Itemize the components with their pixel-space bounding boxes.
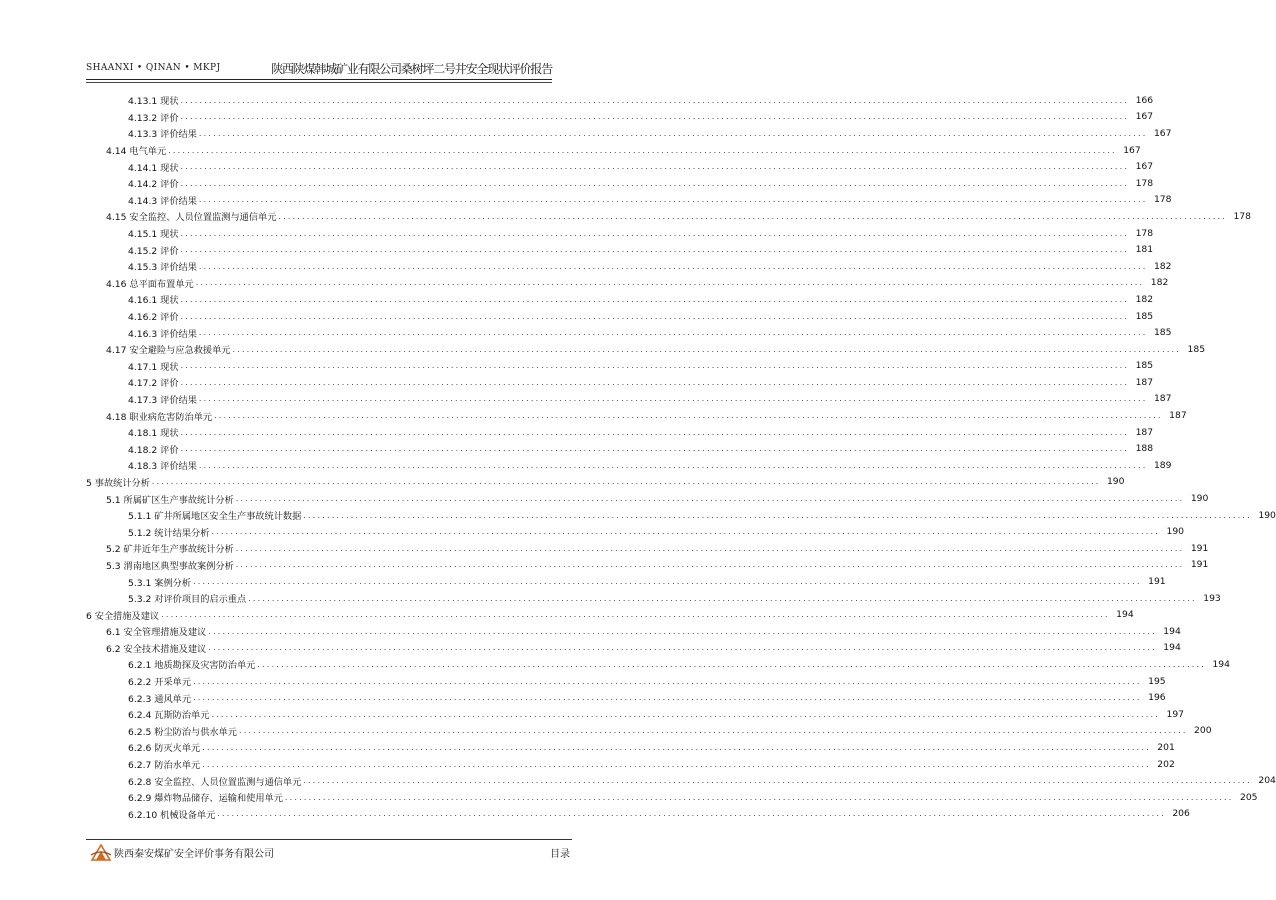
toc-dot-leader: ........................................................................................................................................................................................................ [180, 228, 1130, 238]
toc-entry-label: 5.3 渭南地区典型事故案例分析 [106, 560, 234, 572]
toc-entry[interactable] [86, 756, 1175, 773]
footer-company-name: 陕西秦安煤矿安全评价事务有限公司 [114, 849, 274, 860]
toc-dot-leader: ........................................................................................................................................................................................................ [257, 659, 1206, 669]
toc-dot-leader: ........................................................................................................................................................................................................ [232, 344, 1182, 354]
toc-entry[interactable] [86, 391, 1172, 408]
toc-entry[interactable] [86, 806, 1190, 823]
toc-dot-leader: ........................................................................................................................................................................................................ [303, 776, 1252, 786]
toc-dot-leader: ........................................................................................................................................................................................................ [202, 742, 1151, 752]
toc-entry-label: 4.13.1 现状 [128, 96, 179, 108]
toc-dot-leader: ........................................................................................................................................................................................................ [248, 593, 1197, 603]
toc-page-number: 190 [1106, 476, 1125, 488]
toc-page-number: 190 [1190, 493, 1209, 505]
page-footer [86, 841, 572, 863]
toc-entry-label: 4.13.3 评价结果 [128, 129, 197, 141]
toc-dot-leader: ........................................................................................................................................................................................................ [217, 809, 1166, 819]
toc-entry[interactable] [86, 557, 1209, 574]
toc-dot-leader: ........................................................................................................................................................................................................ [180, 178, 1130, 188]
toc-dot-leader: ........................................................................................................................................................................................................ [168, 145, 1117, 155]
toc-entry-label: 4.18 职业病危害防治单元 [106, 411, 213, 423]
toc-page-number: 178 [1135, 227, 1154, 239]
toc-entry[interactable] [86, 474, 1125, 491]
toc-entry[interactable] [86, 623, 1181, 640]
toc-entry-label: 4.18.1 现状 [128, 428, 179, 440]
toc-entry[interactable] [86, 772, 1276, 789]
toc-page-number: 187 [1135, 426, 1154, 438]
page-header [86, 58, 552, 78]
toc-dot-leader: ........................................................................................................................................................................................................ [198, 328, 1148, 338]
toc-page-number: 188 [1135, 443, 1154, 455]
toc-page-number: 194 [1163, 625, 1181, 637]
toc-entry[interactable] [86, 308, 1154, 325]
toc-dot-leader: ........................................................................................................................................................................................................ [180, 245, 1130, 255]
toc-entry[interactable] [86, 258, 1172, 275]
toc-page-number: 193 [1203, 592, 1221, 604]
toc-entry[interactable] [86, 324, 1172, 341]
toc-page-number: 166 [1135, 94, 1154, 106]
toc-page-number: 178 [1153, 194, 1172, 206]
toc-page-number: 191 [1148, 576, 1166, 588]
toc-dot-leader: ........................................................................................................................................................................................................ [278, 211, 1227, 221]
toc-entry-label: 4.16 总平面布置单元 [106, 278, 194, 290]
toc-dot-leader: ........................................................................................................................................................................................................ [180, 311, 1130, 321]
toc-dot-leader: ........................................................................................................................................................................................................ [284, 792, 1234, 802]
toc-page-number: 187 [1135, 376, 1154, 388]
toc-page-number: 196 [1148, 692, 1166, 704]
toc-page-number: 167 [1135, 111, 1154, 123]
toc-page-number: 185 [1135, 360, 1154, 372]
toc-entry[interactable] [86, 706, 1185, 723]
toc-page-number: 191 [1190, 559, 1209, 571]
toc-entry-label: 6.2.8 安全监控、人员位置监测与通信单元 [128, 776, 302, 788]
toc-page-number: 187 [1153, 393, 1172, 405]
toc-page-number: 182 [1135, 293, 1154, 305]
toc-page-number: 167 [1153, 127, 1172, 139]
toc-entry[interactable] [86, 109, 1154, 126]
toc-dot-leader: ........................................................................................................................................................................................................ [235, 543, 1185, 553]
toc-page-number: 190 [1258, 509, 1276, 521]
toc-dot-leader: ........................................................................................................................................................................................................ [180, 444, 1130, 454]
toc-entry[interactable] [86, 341, 1206, 358]
toc-dot-leader: ........................................................................................................................................................................................................ [202, 759, 1151, 769]
toc-page-number: 167 [1135, 161, 1154, 173]
toc-page-number: 195 [1148, 675, 1166, 687]
toc-entry-label: 4.15 安全监控、人员位置监测与通信单元 [106, 212, 277, 224]
toc-entry[interactable] [86, 573, 1166, 590]
toc-entry-label: 4.14.1 现状 [128, 162, 179, 174]
toc-entry-label: 4.17.3 评价结果 [128, 394, 197, 406]
toc-entry-label: 4.16.2 评价 [128, 312, 179, 324]
toc-dot-leader: ........................................................................................................................................................................................................ [198, 195, 1148, 205]
toc-dot-leader: ........................................................................................................................................................................................................ [180, 112, 1130, 122]
toc-page-number: 185 [1187, 343, 1206, 355]
toc-entry[interactable] [86, 507, 1276, 524]
toc-entry[interactable] [86, 590, 1221, 607]
toc-entry[interactable] [86, 673, 1166, 690]
toc-entry[interactable] [86, 523, 1185, 540]
toc-entry-label: 4.14.2 评价 [128, 179, 179, 191]
toc-entry-label: 5.3.1 案例分析 [128, 577, 192, 589]
toc-dot-leader: ........................................................................................................................................................................................................ [208, 626, 1157, 636]
toc-entry-label: 4.15.1 现状 [128, 229, 179, 241]
toc-entry-label: 6.2.7 防治水单元 [128, 760, 201, 772]
toc-dot-leader: ........................................................................................................................................................................................................ [180, 361, 1130, 371]
toc-entry[interactable] [86, 92, 1154, 109]
toc-entry[interactable] [86, 606, 1134, 623]
toc-page-number: 167 [1123, 144, 1141, 156]
toc-entry-label: 4.18.3 评价结果 [128, 461, 197, 473]
toc-entry[interactable] [86, 689, 1166, 706]
toc-entry[interactable] [86, 640, 1181, 657]
toc-entry[interactable] [86, 424, 1154, 441]
toc-page-number: 201 [1157, 741, 1175, 753]
header-rule-thin [86, 82, 552, 83]
toc-dot-leader: ........................................................................................................................................................................................................ [180, 294, 1130, 304]
toc-dot-leader: ........................................................................................................................................................................................................ [180, 427, 1130, 437]
toc-page-number: 194 [1163, 642, 1181, 654]
toc-dot-leader: ........................................................................................................................................................................................................ [198, 128, 1148, 138]
toc-page-number: 185 [1153, 327, 1172, 339]
toc-entry[interactable] [86, 656, 1230, 673]
toc-entry[interactable] [86, 374, 1154, 391]
toc-page-number: 205 [1239, 791, 1258, 803]
toc-entry[interactable] [86, 125, 1172, 142]
toc-dot-leader: ........................................................................................................................................................................................................ [198, 460, 1148, 470]
toc-dot-leader: ........................................................................................................................................................................................................ [180, 95, 1130, 105]
toc-entry-label: 6.1 安全管理措施及建议 [106, 627, 207, 639]
toc-page-number: 202 [1157, 758, 1175, 770]
toc-page-number: 194 [1212, 658, 1230, 670]
toc-page-number: 190 [1166, 526, 1185, 538]
toc-dot-leader: ........................................................................................................................................................................................................ [239, 726, 1188, 736]
toc-page-number: 178 [1233, 210, 1251, 222]
toc-entry[interactable] [86, 789, 1258, 806]
toc-entry[interactable] [86, 142, 1141, 159]
footer-rule [86, 839, 572, 840]
company-logo-icon [90, 843, 112, 861]
toc-entry-label: 4.17 安全避险与应急救援单元 [106, 345, 231, 357]
toc-entry-label: 4.18.2 评价 [128, 444, 179, 456]
footer-section-label: 目录 [550, 849, 570, 860]
toc-dot-leader: ........................................................................................................................................................................................................ [303, 510, 1252, 520]
header-report-title: 陕西陕煤韩城矿业有限公司桑树坪二号井安全现状评价报告 [271, 62, 552, 76]
table-of-contents [86, 92, 1276, 822]
toc-entry-label: 4.15.3 评价结果 [128, 262, 197, 274]
toc-entry-label: 4.17.2 评价 [128, 378, 179, 390]
toc-dot-leader: ........................................................................................................................................................................................................ [161, 610, 1110, 620]
toc-entry-label: 4.13.2 评价 [128, 112, 179, 124]
toc-page-number: 182 [1153, 260, 1172, 272]
toc-entry-label: 6.2.4 瓦斯防治单元 [128, 710, 210, 722]
toc-entry[interactable] [86, 723, 1212, 740]
toc-page-number: 200 [1194, 725, 1212, 737]
toc-dot-leader: ........................................................................................................................................................................................................ [214, 411, 1163, 421]
toc-page-number: 185 [1135, 310, 1154, 322]
toc-page-number: 189 [1153, 459, 1172, 471]
toc-entry[interactable] [86, 225, 1154, 242]
toc-entry[interactable] [86, 490, 1209, 507]
toc-page-number: 182 [1150, 277, 1169, 289]
toc-dot-leader: ........................................................................................................................................................................................................ [193, 676, 1142, 686]
toc-entry-label: 4.16.3 评价结果 [128, 328, 197, 340]
toc-entry[interactable] [86, 540, 1209, 557]
toc-entry-label: 4.17.1 现状 [128, 361, 179, 373]
toc-page-number: 178 [1135, 177, 1154, 189]
toc-entry-label: 5.2 矿井近年生产事故统计分析 [106, 544, 234, 556]
toc-entry-label: 4.15.2 评价 [128, 245, 179, 257]
toc-page-number: 204 [1258, 775, 1276, 787]
toc-entry[interactable] [86, 175, 1154, 192]
toc-entry[interactable] [86, 192, 1172, 209]
toc-entry[interactable] [86, 208, 1251, 225]
toc-page-number: 187 [1169, 410, 1187, 422]
toc-dot-leader: ........................................................................................................................................................................................................ [195, 278, 1145, 288]
toc-page-number: 197 [1166, 708, 1185, 720]
toc-entry-label: 6.2 安全技术措施及建议 [106, 643, 207, 655]
toc-dot-leader: ........................................................................................................................................................................................................ [193, 577, 1142, 587]
toc-entry[interactable] [86, 158, 1154, 175]
toc-entry[interactable] [86, 291, 1154, 308]
toc-entry-label: 6.2.10 机械设备单元 [128, 809, 216, 821]
toc-entry[interactable] [86, 739, 1175, 756]
toc-page-number: 181 [1135, 244, 1154, 256]
toc-dot-leader: ........................................................................................................................................................................................................ [198, 394, 1148, 404]
toc-entry-label: 6 安全措施及建议 [86, 610, 160, 622]
toc-entry-label: 6.2.9 爆炸物品储存、运输和使用单元 [128, 793, 283, 805]
toc-page-number: 191 [1190, 542, 1209, 554]
toc-entry[interactable] [86, 440, 1154, 457]
toc-dot-leader: ........................................................................................................................................................................................................ [180, 377, 1130, 387]
toc-dot-leader: ........................................................................................................................................................................................................ [208, 643, 1157, 653]
toc-entry-label: 4.14 电气单元 [106, 146, 167, 158]
toc-dot-leader: ........................................................................................................................................................................................................ [180, 162, 1130, 172]
toc-entry-label: 5.3.2 对评价项目的启示重点 [128, 594, 247, 606]
toc-dot-leader: ........................................................................................................................................................................................................ [151, 477, 1101, 487]
toc-page-number: 206 [1172, 808, 1190, 820]
header-rule [86, 79, 552, 80]
toc-entry-label: 6.2.2 开采单元 [128, 677, 192, 689]
toc-entry-label: 6.2.1 地质勘探及灾害防治单元 [128, 660, 256, 672]
toc-entry[interactable] [86, 241, 1154, 258]
toc-dot-leader: ........................................................................................................................................................................................................ [211, 527, 1161, 537]
toc-entry-label: 5.1.2 统计结果分析 [128, 527, 210, 539]
toc-dot-leader: ........................................................................................................................................................................................................ [198, 261, 1148, 271]
toc-entry-label: 4.14.3 评价结果 [128, 195, 197, 207]
toc-dot-leader: ........................................................................................................................................................................................................ [193, 693, 1142, 703]
header-code: SHAANXI • QINAN • MKPJ [86, 63, 221, 73]
toc-dot-leader: ........................................................................................................................................................................................................ [235, 560, 1185, 570]
toc-entry-label: 6.2.3 通风单元 [128, 693, 192, 705]
toc-entry-label: 6.2.5 粉尘防治与供水单元 [128, 726, 237, 738]
toc-entry[interactable] [86, 275, 1169, 292]
toc-dot-leader: ........................................................................................................................................................................................................ [235, 494, 1185, 504]
toc-entry-label: 5.1 所属矿区生产事故统计分析 [106, 494, 234, 506]
toc-entry-label: 5.1.1 矿井所属地区安全生产事故统计数据 [128, 511, 302, 523]
toc-entry-label: 6.2.6 防灭火单元 [128, 743, 201, 755]
toc-entry-label: 5 事故统计分析 [86, 477, 150, 489]
toc-page-number: 194 [1116, 609, 1134, 621]
toc-entry[interactable] [86, 457, 1172, 474]
toc-entry-label: 4.16.1 现状 [128, 295, 179, 307]
toc-entry[interactable] [86, 358, 1154, 375]
toc-dot-leader: ........................................................................................................................................................................................................ [211, 709, 1161, 719]
toc-entry[interactable] [86, 407, 1187, 424]
